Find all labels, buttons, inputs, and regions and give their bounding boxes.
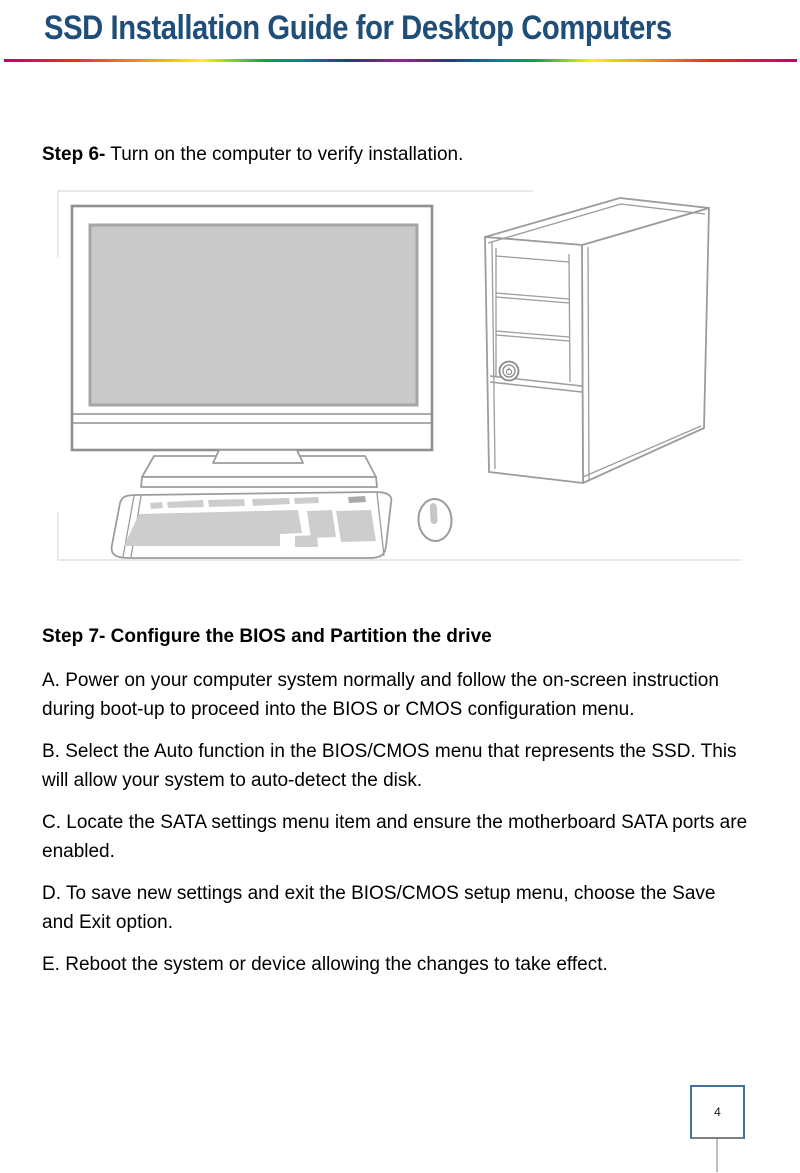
- desktop-computer-illustration: [55, 190, 742, 562]
- figure-desktop-computer: [55, 190, 742, 562]
- monitor: [72, 206, 432, 487]
- mouse-scroll-stripe: [430, 503, 438, 524]
- instruction-d: [42, 879, 750, 937]
- power-button-icon: [500, 362, 519, 381]
- instruction-d-text: To save new settings and exit the BIOS/CMOS setup menu, choose the Save and Exit option.: [42, 883, 716, 933]
- tower-case: [485, 198, 709, 483]
- instruction-c: [42, 808, 750, 866]
- page-number: 4: [714, 1105, 721, 1119]
- step6-paragraph: [42, 140, 463, 169]
- step7-instructions: [42, 666, 750, 992]
- keyboard: [112, 492, 392, 558]
- page-title: SSD Installation Guide for Desktop Computers: [44, 9, 672, 47]
- mouse: [417, 498, 452, 542]
- instruction-e-text: Reboot the system or device allowing the changes to take effect.: [65, 954, 608, 975]
- instruction-a-label: A.: [42, 670, 60, 691]
- keyboard-led-panel: [348, 496, 366, 503]
- instruction-e: [42, 950, 750, 979]
- instruction-d-label: D.: [42, 883, 61, 904]
- rainbow-divider: [4, 59, 797, 62]
- instruction-c-label: C.: [42, 812, 61, 833]
- tower-front: [485, 237, 583, 483]
- step6-text: Turn on the computer to verify installation.: [110, 144, 464, 165]
- instruction-a-text: Power on your computer system normally and follow the on-screen instruction during boot-up to proceed into the BIOS or CMOS configuration menu.: [42, 670, 719, 720]
- instruction-e-label: E.: [42, 954, 60, 975]
- instruction-b-label: B.: [42, 741, 60, 762]
- instruction-a: [42, 666, 750, 724]
- monitor-screen: [90, 225, 417, 405]
- page-number-box: [690, 1085, 745, 1139]
- monitor-stand: [141, 450, 377, 487]
- page-number-tail-line: [716, 1139, 718, 1172]
- step6-label: Step 6-: [42, 144, 106, 165]
- instruction-b-text: Select the Auto function in the BIOS/CMOS menu that represents the SSD. This will allow your system to auto-detect the disk.: [42, 741, 737, 791]
- tower-side: [582, 208, 709, 483]
- instruction-b: [42, 737, 750, 795]
- instruction-c-text: Locate the SATA settings menu item and ensure the motherboard SATA ports are enabled.: [42, 812, 748, 862]
- step7-heading: Step 7- Configure the BIOS and Partition the drive: [42, 626, 492, 647]
